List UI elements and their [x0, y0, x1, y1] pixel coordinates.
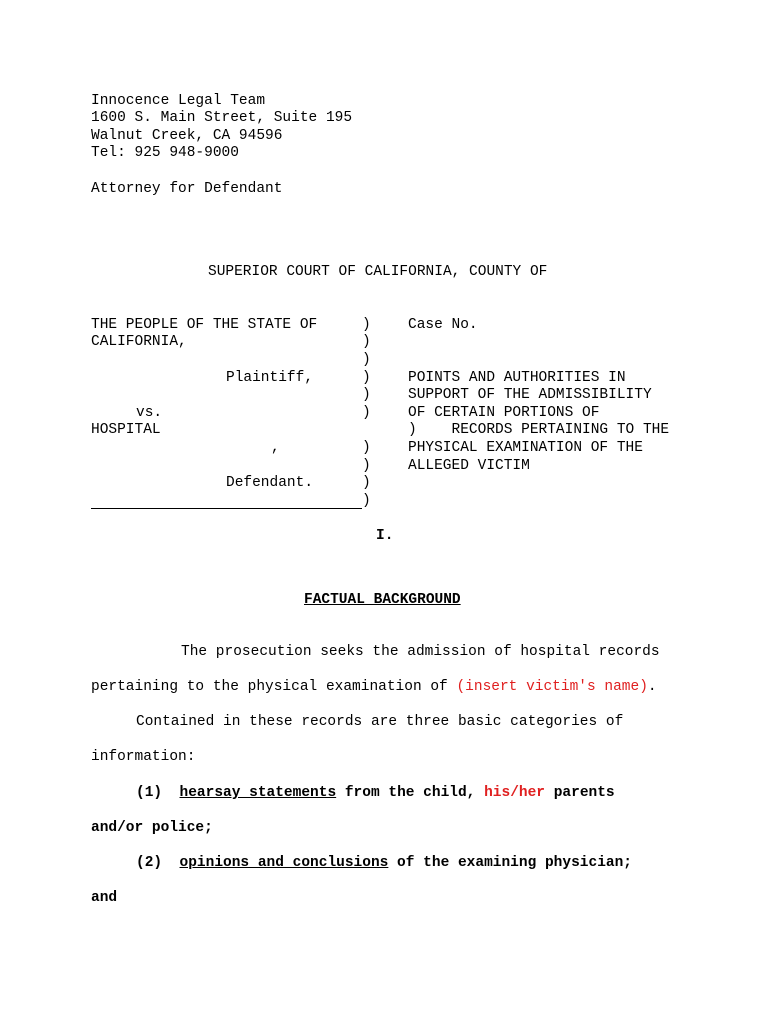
caption-hospital: HOSPITAL — [91, 422, 161, 438]
caption-paren: ) — [362, 370, 371, 386]
caption-paren: ) — [362, 493, 371, 509]
paragraph-1-line2 — [91, 679, 657, 697]
attorney-address-line2: Walnut Creek, CA 94596 — [91, 128, 283, 144]
list-number: (1) — [136, 785, 163, 801]
caption-paren: ) — [362, 440, 371, 456]
attorney-role: Attorney for Defendant — [91, 181, 283, 197]
document-title-line3: OF CERTAIN PORTIONS OF — [408, 405, 600, 421]
caption-vs: vs. — [136, 405, 163, 421]
court-title: SUPERIOR COURT OF CALIFORNIA, COUNTY OF — [208, 264, 548, 280]
caption-paren: ) — [362, 317, 371, 333]
paragraph-2-line2: information: — [91, 749, 196, 765]
list-term: hearsay statements — [179, 785, 337, 801]
document-title-line1: POINTS AND AUTHORITIES IN — [408, 370, 626, 386]
caption-paren: ) — [362, 405, 371, 421]
list-term: opinions and conclusions — [179, 855, 389, 871]
caption-party-line2: CALIFORNIA, — [91, 334, 187, 350]
document-title-line4: ) RECORDS PERTAINING TO THE — [408, 422, 670, 438]
list-text: from the child, — [336, 785, 485, 801]
document-title-line2: SUPPORT OF THE ADMISSIBILITY — [408, 387, 652, 403]
caption-paren: ) — [362, 387, 371, 403]
paragraph-2-line1: Contained in these records are three basic categories of — [136, 714, 624, 730]
caption-paren: ) — [362, 352, 371, 368]
section-number: I. — [376, 528, 394, 544]
attorney-name: Innocence Legal Team — [91, 93, 266, 109]
list-item-2 — [136, 855, 632, 873]
paragraph-text: pertaining to the physical examination of — [91, 679, 457, 695]
caption-paren: ) — [362, 475, 371, 491]
section-heading: FACTUAL BACKGROUND — [304, 592, 461, 608]
list-item-1 — [136, 785, 615, 803]
caption-defendant: Defendant. — [226, 475, 314, 491]
caption-paren: ) — [362, 458, 371, 474]
caption-comma: , — [271, 440, 280, 456]
caption-plaintiff: Plaintiff, — [226, 370, 314, 386]
list-item-1-line2: and/or police; — [91, 820, 213, 836]
list-text: parents — [545, 785, 615, 801]
paragraph-text: . — [647, 679, 657, 695]
caption-party-line1: THE PEOPLE OF THE STATE OF — [91, 317, 318, 333]
victim-name-placeholder: (insert victim's name) — [456, 679, 648, 695]
document-title-line6: ALLEGED VICTIM — [408, 458, 530, 474]
attorney-address-line1: 1600 S. Main Street, Suite 195 — [91, 110, 353, 126]
list-text: of the examining physician; — [388, 855, 632, 871]
caption-paren: ) — [362, 334, 371, 350]
case-number: Case No. — [408, 317, 478, 333]
pronoun-placeholder: his/her — [484, 785, 546, 801]
list-item-2-line2: and — [91, 890, 118, 906]
attorney-phone: Tel: 925 948-9000 — [91, 145, 239, 161]
document-title-line5: PHYSICAL EXAMINATION OF THE — [408, 440, 643, 456]
list-number: (2) — [136, 855, 163, 871]
caption-underline — [91, 508, 362, 509]
paragraph-1-line1: The prosecution seeks the admission of hospital records — [181, 644, 660, 660]
